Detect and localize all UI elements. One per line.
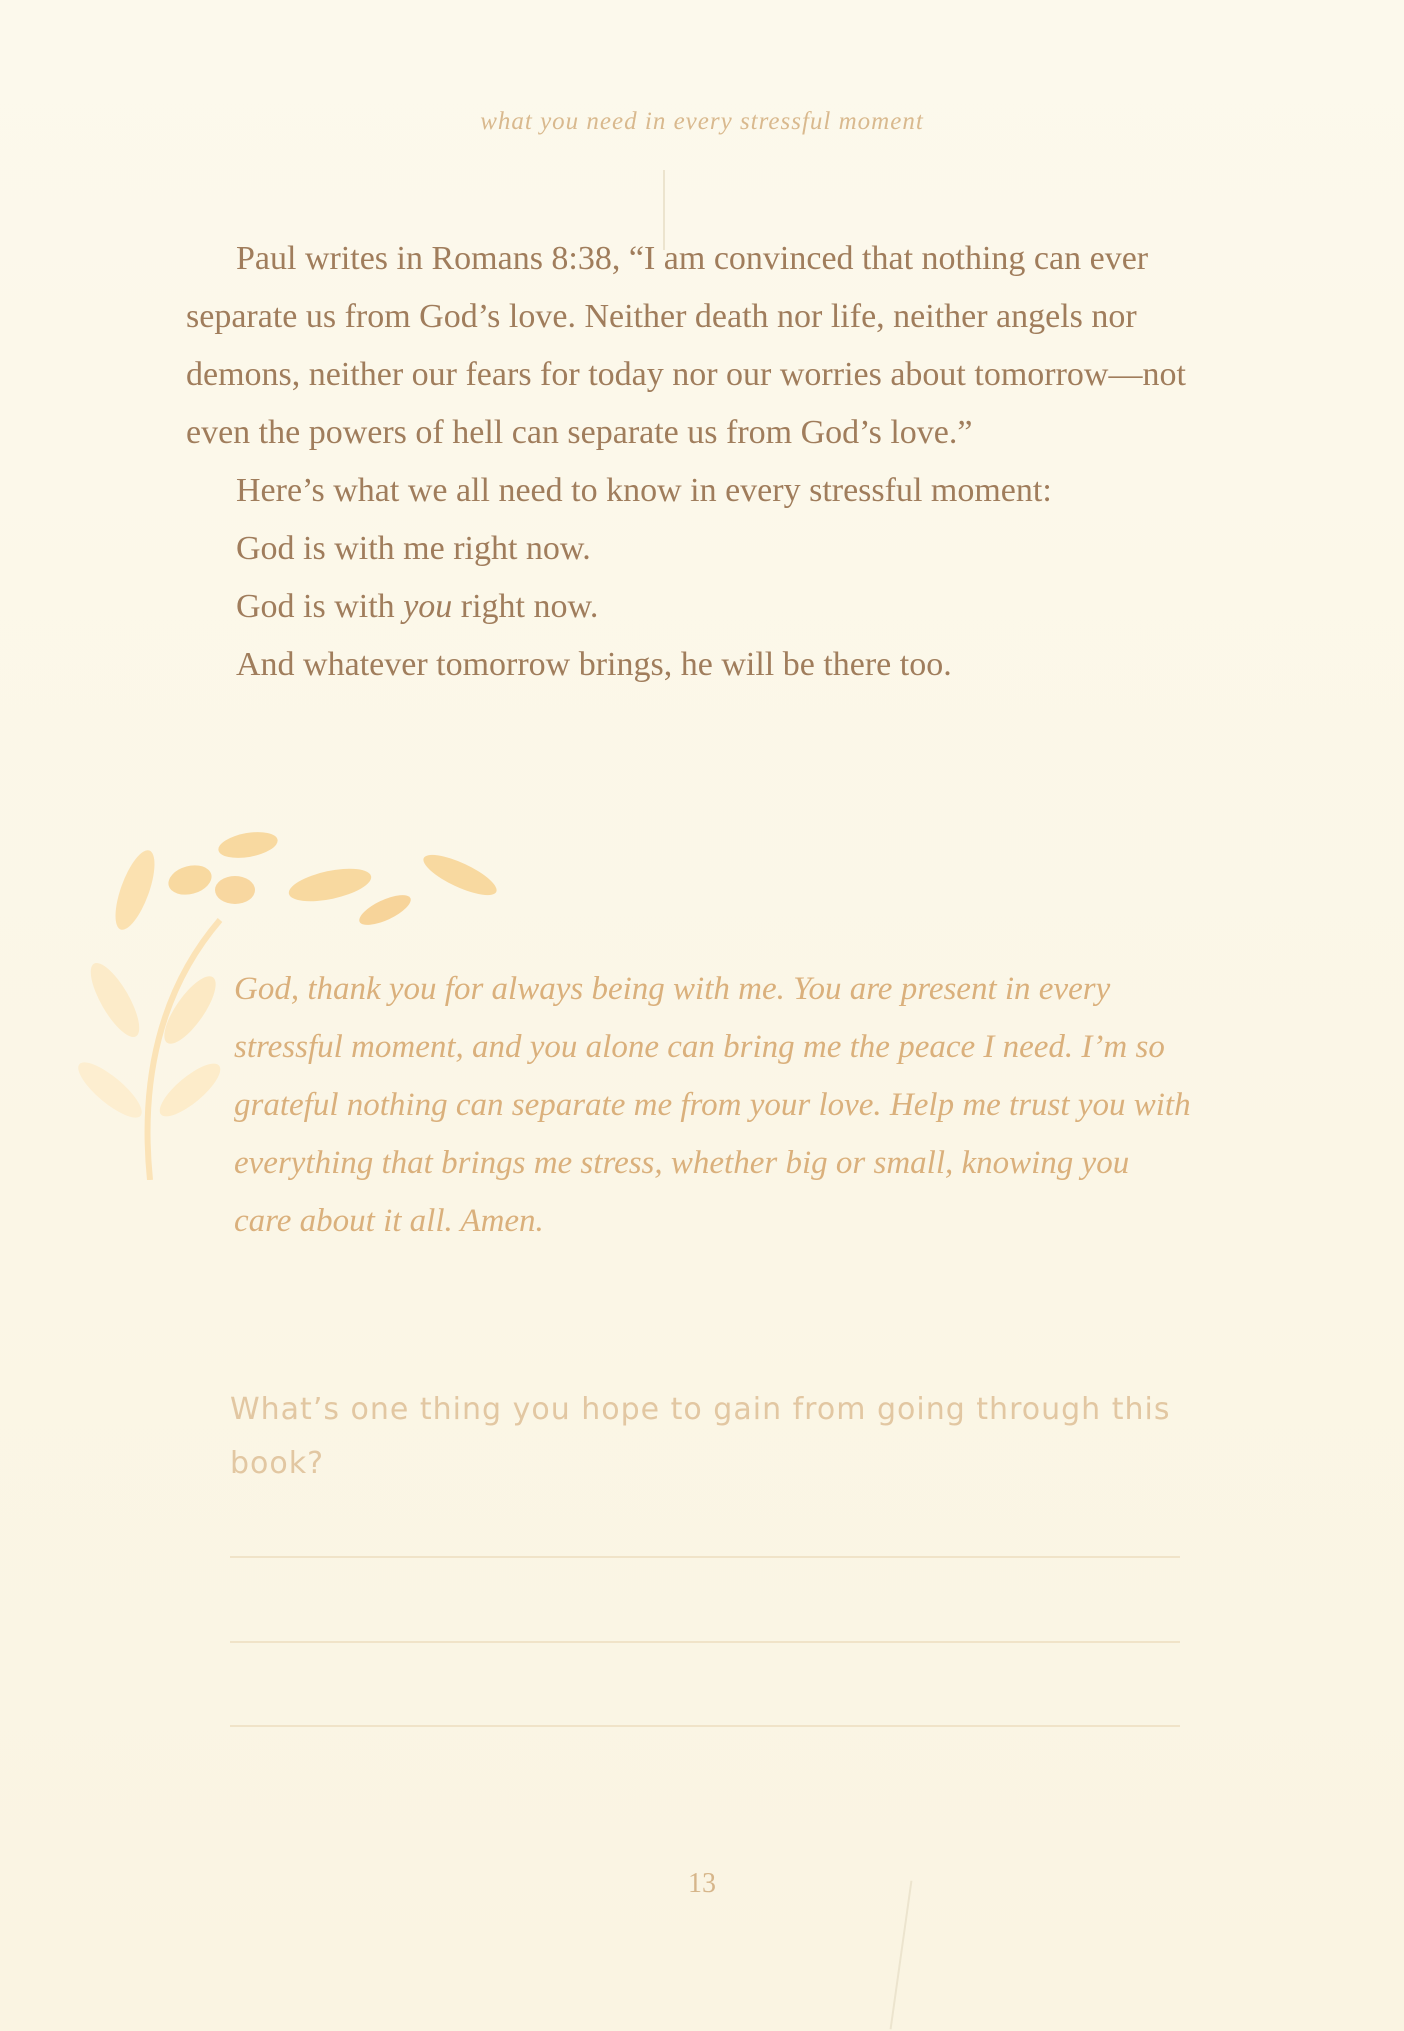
page-number: 13: [688, 1868, 716, 1899]
prayer-paragraph: God, thank you for always being with me. You are present in every stressful moment, and you alone can bring me the peace I need. I’m so grateful nothing can separate me from your love. Help me trust you with everything that brings me stress, whether big or small, knowing you care about it all. Amen.: [234, 971, 1191, 1239]
journal-prompt: What’s one thing you hope to gain from going through this book?: [230, 1392, 1171, 1481]
writing-line[interactable]: [230, 1641, 1180, 1643]
running-head: what you need in every stressful moment: [480, 108, 924, 135]
body-line: And whatever tomorrow brings, he will be there too.: [236, 646, 952, 683]
body-line: God is with me right now.: [236, 530, 591, 567]
paper-crease: [890, 1881, 913, 2030]
emphasis-text: you: [403, 588, 453, 625]
writing-line[interactable]: [230, 1556, 1180, 1558]
writing-line[interactable]: [230, 1725, 1180, 1727]
body-paragraph: Here’s what we all need to know in every stressful moment:: [236, 472, 1052, 509]
prayer-text: [234, 960, 1194, 1250]
body-paragraph: Paul writes in Romans 8:38, “I am convinced that nothing can ever separate us from God’s love. Neither death nor life, neither angels nor demons, neither our fears for today nor our worries about tomorrow—not even the powers of hell can separate us from God’s love.”: [186, 240, 1186, 451]
body-text: [186, 230, 1246, 694]
body-line-text: God is with: [236, 588, 404, 625]
body-line: [186, 578, 1246, 636]
body-line-text: right now.: [452, 588, 599, 625]
